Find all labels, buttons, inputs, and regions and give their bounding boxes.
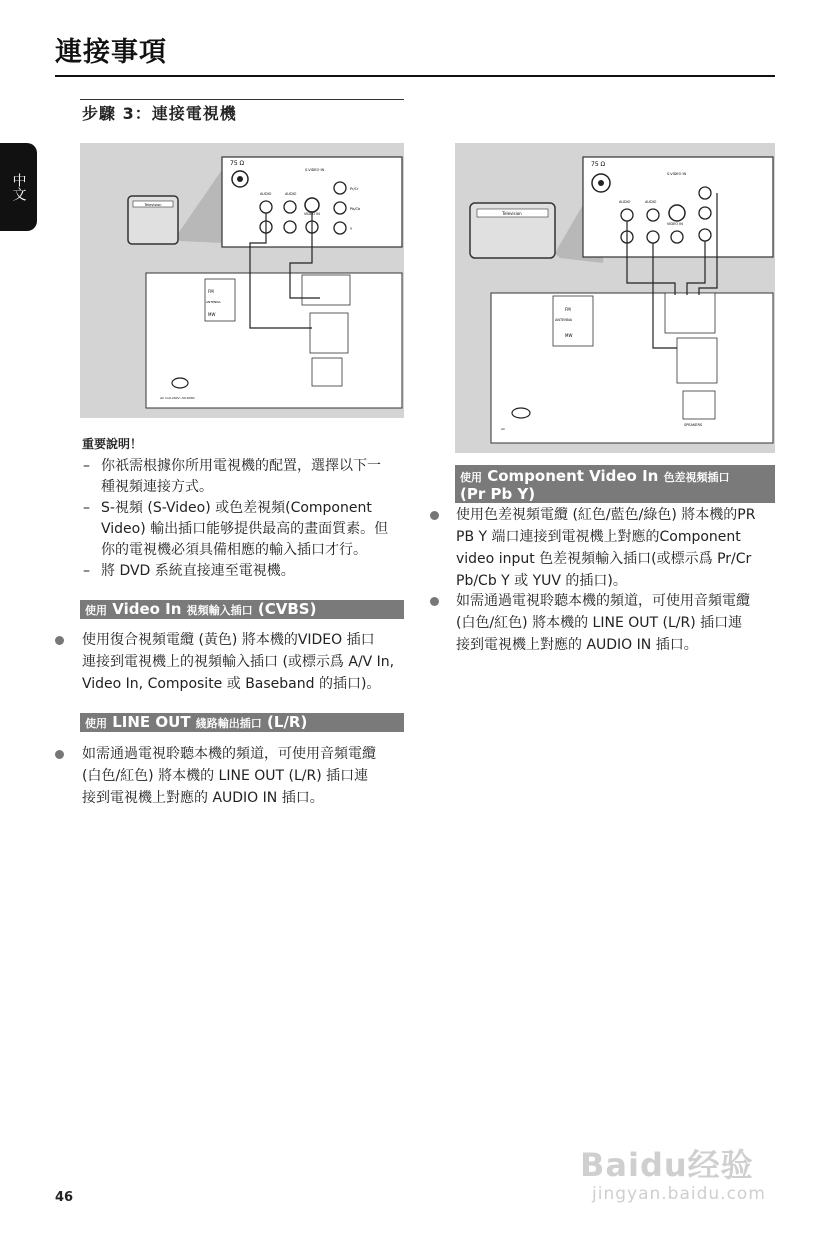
- svg-text:ANTENNA: ANTENNA: [555, 318, 572, 322]
- svg-text:Y: Y: [350, 227, 353, 231]
- svg-text:75 Ω: 75 Ω: [591, 161, 606, 168]
- section-bar-cvbs: 使用 Video In 視頻輸入插口 (CVBS): [80, 600, 404, 619]
- svg-text:VIDEO IN: VIDEO IN: [667, 222, 683, 226]
- component-line: Pb/Cb Y 或 YUV 的插口)。: [456, 573, 627, 589]
- svg-text:SPEAKERS: SPEAKERS: [684, 423, 703, 427]
- svg-text:ANTENNA: ANTENNA: [206, 300, 221, 304]
- step-heading: 步驟 3：連接電視機: [82, 104, 237, 123]
- svg-text:VIDEO IN: VIDEO IN: [304, 212, 320, 216]
- connection-diagram-right: [455, 143, 775, 453]
- lineout-line: (白色/紅色) 將本機的 LINE OUT (L/R) 插口連: [82, 768, 369, 784]
- bullet-icon: [55, 636, 64, 645]
- note-line: 將 DVD 系統直接連至電視機。: [101, 563, 295, 579]
- note-dash: –: [83, 563, 90, 579]
- note-line: 種視頻連接方式。: [101, 479, 213, 495]
- svg-text:AUDIO: AUDIO: [619, 200, 631, 204]
- component-line: (白色/紅色) 將本機的 LINE OUT (L/R) 插口連: [456, 615, 743, 631]
- svg-text:FM: FM: [208, 289, 214, 294]
- bullet-icon: [55, 750, 64, 759]
- unit-panel: [491, 293, 773, 443]
- lineout-line: 接到電視機上對應的 AUDIO IN 插口。: [82, 790, 324, 806]
- cvbs-line: 連接到電視機上的視頻輸入插口 (或標示爲 A/V In,: [82, 654, 395, 670]
- page-title: 連接事項: [55, 37, 167, 68]
- svg-text:AC: AC: [501, 427, 506, 431]
- bullet-icon: [430, 511, 439, 520]
- svg-text:AC 110-240V~50-60Hz: AC 110-240V~50-60Hz: [160, 396, 195, 400]
- component-line: PB Y 端口連接到電視機上對應的Component: [456, 529, 741, 545]
- watermark-url: jingyan.baidu.com: [592, 1184, 766, 1204]
- language-tab-label: 中文: [10, 173, 27, 201]
- step-rule: [80, 99, 404, 100]
- svg-text:S-VIDEO IN: S-VIDEO IN: [305, 168, 325, 172]
- note-dash: –: [83, 458, 90, 474]
- cvbs-line: Video In, Composite 或 Baseband 的插口)。: [82, 676, 381, 692]
- tv-brand: Television: [502, 211, 522, 216]
- diagram-right-svg: [455, 143, 775, 453]
- note-line: Video) 輸出插口能够提供最高的畫面質素。但: [101, 521, 389, 537]
- note-dash: –: [83, 500, 90, 516]
- lineout-line: 如需通過電視聆聽本機的頻道，可使用音頻電纜: [82, 746, 376, 762]
- svg-text:Pb/Cb: Pb/Cb: [350, 207, 361, 211]
- component-line: 如需通過電視聆聽本機的頻道，可使用音頻電纜: [456, 593, 750, 609]
- section-bar-lineout: 使用 LINE OUT 綫路輸出插口 (L/R): [80, 713, 404, 732]
- page-number: 46: [55, 1190, 74, 1205]
- notes-title: 重要說明！: [82, 437, 143, 451]
- svg-text:MW: MW: [208, 312, 216, 317]
- svg-text:MW: MW: [565, 333, 573, 338]
- note-line: S-視頻 (S-Video) 或色差視頻(Component: [101, 500, 372, 516]
- svg-text:AUDIO: AUDIO: [260, 192, 272, 196]
- svg-text:AUDIO: AUDIO: [285, 192, 297, 196]
- title-rule: [55, 75, 775, 77]
- svg-text:Pr/Cr: Pr/Cr: [350, 187, 359, 191]
- component-line: 接到電視機上對應的 AUDIO IN 插口。: [456, 637, 698, 653]
- note-line: 你祇需根據你所用電視機的配置，選擇以下一: [101, 458, 381, 474]
- watermark-logo: Baidu经验: [580, 1146, 754, 1184]
- connection-diagram-left: [80, 143, 404, 418]
- component-line: video input 色差視頻輸入插口(或標示爲 Pr/Cr: [456, 551, 752, 567]
- svg-text:S-VIDEO IN: S-VIDEO IN: [667, 172, 687, 176]
- cvbs-line: 使用復合視頻電纜 (黃色) 將本機的VIDEO 插口: [82, 632, 375, 648]
- svg-text:FM: FM: [565, 307, 571, 312]
- svg-text:75 Ω: 75 Ω: [230, 160, 245, 167]
- note-line: 你的電視機必須具備相應的輸入插口才行。: [101, 542, 367, 558]
- tv-brand: Television: [144, 203, 162, 207]
- svg-text:AUDIO: AUDIO: [645, 200, 657, 204]
- diagram-left-svg: [80, 143, 404, 418]
- bullet-icon: [430, 597, 439, 606]
- component-line: 使用色差視頻電纜 (紅色/藍色/綠色) 將本機的PR: [456, 507, 756, 523]
- section-bar-component: 使用 Component Video In 色差視頻插口 (Pr Pb Y): [455, 465, 775, 503]
